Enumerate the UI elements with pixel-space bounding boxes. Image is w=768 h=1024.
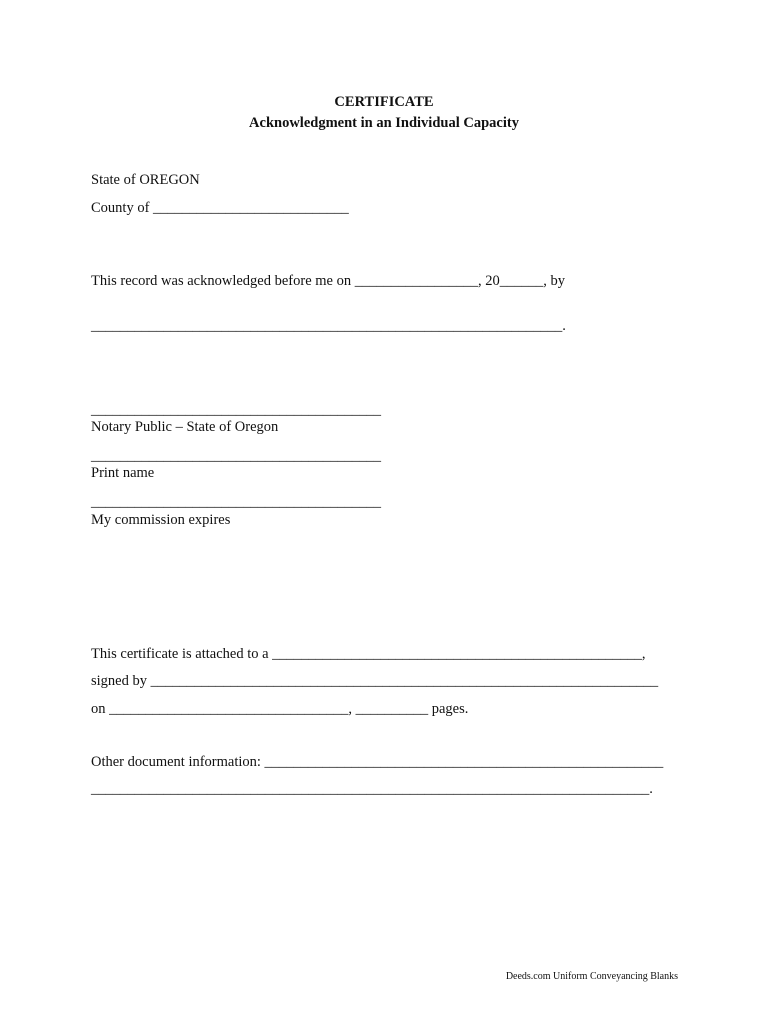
print-name-blank: ________________________________________: [91, 448, 381, 464]
acknowledgment-record-line: This record was acknowledged before me on _________________, 20______, by: [91, 273, 565, 289]
attached-to-line: This certificate is attached to a ___________________________________________________,: [91, 646, 646, 662]
state-line: State of OREGON: [91, 172, 200, 188]
certificate-title: CERTIFICATE: [334, 94, 434, 110]
notary-signature-blank: ________________________________________: [91, 402, 381, 418]
notary-signature-label: Notary Public – State of Oregon: [91, 419, 279, 435]
date-pages-line: on _________________________________, __________ pages.: [91, 701, 469, 717]
print-name-label: Print name: [91, 465, 155, 481]
county-line: County of ___________________________: [91, 200, 349, 216]
commission-label: My commission expires: [91, 512, 231, 528]
certificate-subtitle: Acknowledgment in an Individual Capacity: [249, 115, 519, 131]
other-info-continuation: _____________________________________________________________________________.: [91, 781, 653, 797]
acknowledgment-name-blank: _________________________________________________________________.: [91, 318, 566, 334]
other-info-line: Other document information: _______________________________________________________: [91, 754, 664, 770]
commission-blank: ________________________________________: [91, 494, 381, 510]
footer-text: Deeds.com Uniform Conveyancing Blanks: [505, 971, 678, 982]
signed-by-line: signed by ______________________________________________________________________: [91, 673, 659, 689]
